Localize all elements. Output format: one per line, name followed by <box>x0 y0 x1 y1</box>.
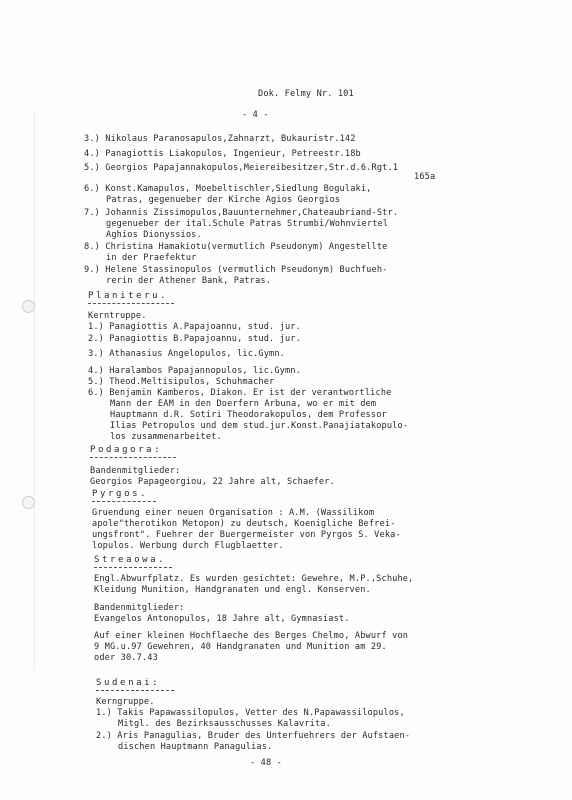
heading-underline <box>90 457 176 458</box>
subheading: Kerntruppe. <box>88 311 147 321</box>
heading-underline <box>92 501 156 502</box>
text-line: 9 MG.u.97 Gewehren, 40 Handgranaten und Munition am 29. <box>94 642 387 652</box>
list-item: 8.) Christina Hamakiotu(vermutlich Pseudonym) Angestellte <box>84 242 388 252</box>
list-item: 7.) Johannis Zissimopulos,Bauunternehmer,Chateaubriand-Str. <box>84 208 399 218</box>
punch-hole <box>22 300 35 313</box>
page-number-top: - 4 - <box>242 110 269 120</box>
list-item-continuation: in der Praefektur <box>106 253 197 263</box>
paper-edge-shadow <box>34 110 35 670</box>
text-line: Auf einer kleinen Hochflaeche des Berges Chelmo, Abwurf von <box>94 631 409 641</box>
text-line: Bandenmitglieder: <box>90 466 181 476</box>
section-heading-streaowa: Streaowa. <box>94 555 167 565</box>
list-item-continuation: Mitgl. des Bezirksausschusses Kalavrita. <box>118 719 331 729</box>
list-item: 4.) Haralambos Papajannopulos, lic.Gymn. <box>88 366 301 376</box>
list-item-continuation: Aghios Dionyssios. <box>106 230 202 240</box>
section-heading-planiteru: Planiteru. <box>88 291 169 301</box>
subheading: Kerngruppe. <box>96 697 155 707</box>
list-item-continuation: Hauptmann d.R. Sotiri Theodorakopulos, dem Professor <box>110 410 387 420</box>
section-heading-sudenai: Sudenai: <box>96 678 161 688</box>
list-item: 5.) Georgios Papajannakopulos,Meiereibesitzer,Str.d.6.Rgt.1 <box>84 163 399 173</box>
text-line: Evangelos Antonopulos, 18 Jahre alt, Gymnasiast. <box>94 614 350 624</box>
page-number-bottom: - 48 - <box>250 758 282 768</box>
list-item: 2.) Aris Panagulias, Bruder des Unterfuehrers der Aufstaen- <box>96 731 411 741</box>
text-line: lopulos. Werbung durch Flugblaetter. <box>92 541 284 551</box>
list-item: 6.) Konst.Kamapulos, Moebeltischler,Siedlung Bogulaki, <box>84 184 372 194</box>
text-line: Bandenmitglieder: <box>94 603 185 613</box>
text-line: Engl.Abwurfplatz. Es wurden gesichtet: Gewehre, M.P.,Schuhe, <box>94 574 414 584</box>
list-item-continuation: rerin der Athener Bank, Patras. <box>106 276 272 286</box>
list-item: 9.) Helene Stassinopulos (vermutlich Pseudonym) Buchfueh- <box>84 265 388 275</box>
list-item: 3.) Athanasius Angelopulos, lic.Gymn. <box>88 349 285 359</box>
list-item-continuation: Patras, gegenueber der Kirche Agios Georgios <box>106 195 341 205</box>
text-line: Gruendung einer neuen Organisation : A.M. (Wassilikom <box>92 508 375 518</box>
list-item-continuation: Mann der EAM in den Doerfern Arbuna, wo er mit dem <box>110 399 377 409</box>
heading-underline <box>88 303 174 304</box>
list-item: 2.) Panagiottis B.Papajoannu, stud. jur. <box>88 334 301 344</box>
list-item-continuation: Ilias Petropulos und dem stud.jur.Konst.Panajiatakopulo- <box>110 421 409 431</box>
text-line: apole"therotikon Metopon) zu deutsch, Koenigliche Befrei- <box>92 519 396 529</box>
heading-underline <box>96 690 174 691</box>
list-item-continuation: los zusammenarbeitet. <box>110 432 222 442</box>
list-item-continuation: 165a <box>414 172 436 182</box>
list-item: 3.) Nikolaus Paranosapulos,Zahnarzt, Bukauristr.142 <box>84 134 356 144</box>
section-heading-podagora: Podagora: <box>90 445 163 455</box>
text-line: Kleidung Munition, Handgranaten und engl. Konserven. <box>94 585 371 595</box>
text-line: oder 30.7.43 <box>94 653 158 663</box>
list-item-continuation: dischen Hauptmann Panagulias. <box>118 742 273 752</box>
document-reference: Dok. Felmy Nr. 101 <box>258 89 354 99</box>
list-item: 1.) Panagiottis A.Papajoannu, stud. jur. <box>88 322 301 332</box>
punch-hole <box>22 496 35 509</box>
heading-underline <box>94 567 172 568</box>
text-line: Georgios Papageorgiou, 22 Jahre alt, Schaefer. <box>90 477 335 487</box>
list-item: 1.) Takis Papawassilopulos, Vetter des N.Papawassilopulos, <box>96 708 405 718</box>
list-item-continuation: gegenueber der ital.Schule Patras Strumbi/Wohnviertel <box>106 219 389 229</box>
list-item: 4.) Panagiottis Liakopulos, Ingenieur, Petreestr.18b <box>84 149 361 159</box>
text-line: ungsfront". Fuehrer der Buergermeister von Pyrgos S. Veka- <box>92 530 401 540</box>
list-item: 5.) Theod.Meltisipulos, Schuhmacher <box>88 377 275 387</box>
list-item: 6.) Benjamin Kamberos, Diakon. Er ist der verantwortliche <box>88 388 392 398</box>
section-heading-pyrgos: Pyrgos. <box>92 489 149 499</box>
